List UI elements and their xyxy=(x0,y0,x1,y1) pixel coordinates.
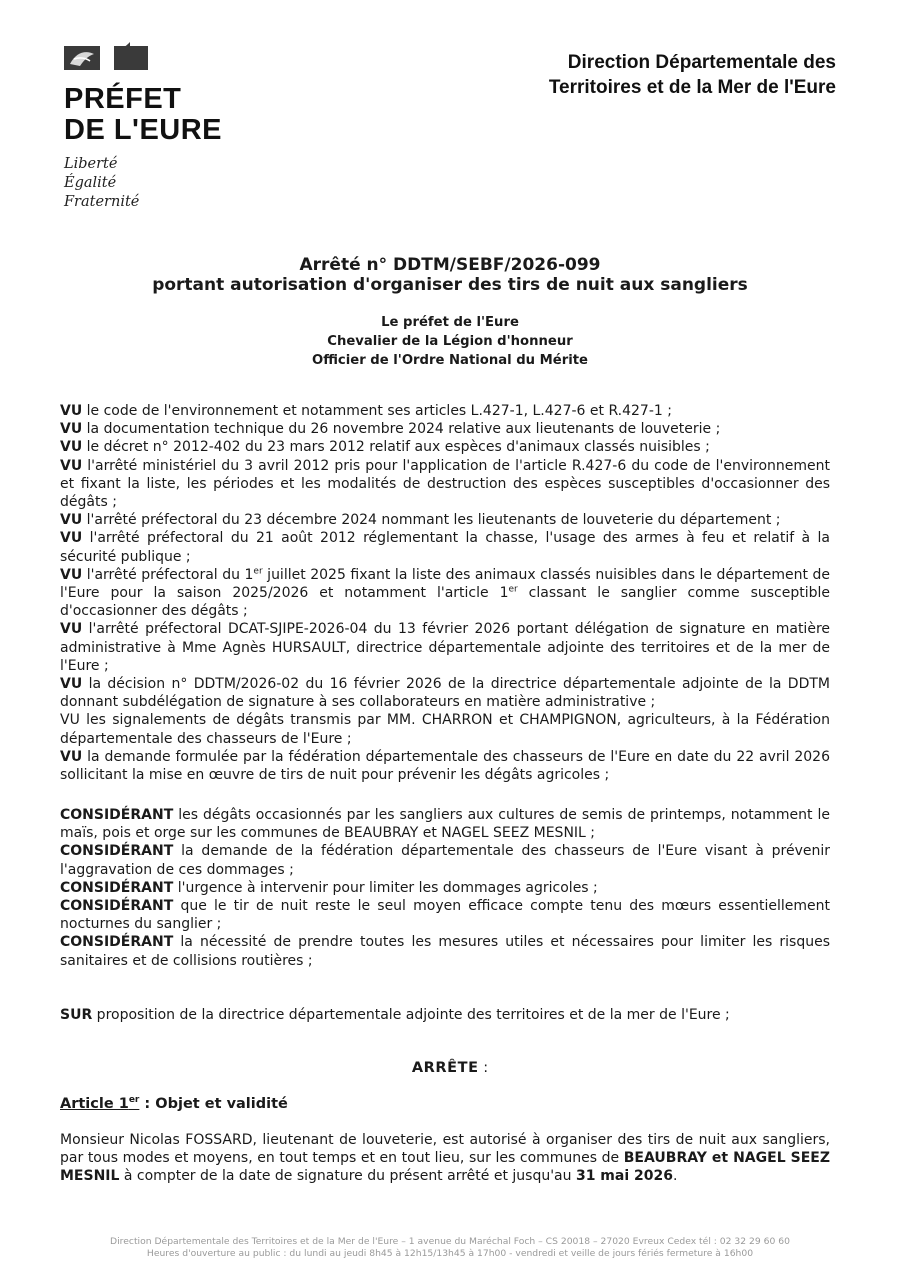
considerant-keyword: CONSIDÉRANT xyxy=(60,934,174,951)
arrete-heading xyxy=(0,1060,900,1076)
vu-paragraph xyxy=(60,420,830,438)
decree-number: Arrêté n° DDTM/SEBF/2026-099 xyxy=(299,255,601,275)
article-number-sup: er xyxy=(128,1095,140,1106)
article-text-3: . xyxy=(672,1168,678,1185)
vu-paragraph xyxy=(60,711,830,747)
vu-paragraph xyxy=(60,529,830,565)
decree-subject: portant autorisation d'organiser des tirs de nuit aux sangliers xyxy=(152,275,748,295)
arrete-keyword: ARRÊTE xyxy=(411,1060,479,1076)
considerant-text: l'urgence à intervenir pour limiter les dommages agricoles ; xyxy=(173,879,598,896)
vu-paragraph xyxy=(60,675,830,711)
vu-section xyxy=(60,402,830,784)
article-separator: : xyxy=(139,1096,156,1112)
vu-sup: er xyxy=(508,584,518,595)
considerant-paragraph xyxy=(60,897,830,933)
vu-keyword: VU xyxy=(60,566,83,583)
considerant-text: la nécessité de prendre toutes les mesures utiles et nécessaires pour limiter les risques sanitaires et de collisions routières ; xyxy=(60,934,830,969)
article-title: Objet et validité xyxy=(155,1096,288,1112)
considerant-text: que le tir de nuit reste le seul moyen efficace compte tenu des mœurs essentiellement nocturnes du sanglier ; xyxy=(60,898,830,933)
vu-text: la demande formulée par la fédération départementale des chasseurs de l'Eure en date du 22 avril 2026 sollicitant la mise en œuvre de tirs de nuit pour prévenir les dégâts agricoles ; xyxy=(60,748,830,784)
considerant-paragraph xyxy=(60,879,830,897)
vu-text: le décret n° 2012-402 du 23 mars 2012 relatif aux espèces d'animaux classés nuisibles ; xyxy=(82,439,710,456)
logo-title xyxy=(64,84,284,146)
vu-text-post: classant le sanglier comme susceptible d'occasionner des dégâts ; xyxy=(60,585,830,620)
vu-paragraph xyxy=(60,438,830,456)
considerant-section xyxy=(60,806,830,970)
considerant-keyword: CONSIDÉRANT xyxy=(60,879,174,896)
vu-text-pre: l'arrêté préfectoral du 1 xyxy=(82,566,254,583)
arrete-suffix: : xyxy=(478,1060,489,1076)
vu-paragraph xyxy=(60,620,830,675)
vu-paragraph xyxy=(60,402,830,420)
footer-address: Direction Départementale des Territoires et de la Mer de l'Eure – 1 avenue du Maréchal Foch – CS 20018 – 27020 Evreux Cedex tél : 02 32 29 60 60 xyxy=(110,1236,790,1247)
vu-text: l'arrêté préfectoral du 23 décembre 2024 nommant les lieutenants de louveterie du département ; xyxy=(82,512,781,529)
article-bold-date: 31 mai 2026 xyxy=(575,1168,673,1185)
decree-title xyxy=(0,255,900,295)
vu-keyword: VU xyxy=(60,439,83,456)
vu-keyword: VU xyxy=(60,530,83,547)
vu-text: la décision n° DDTM/2026-02 du 16 février 2026 de la directrice départementale adjointe de la DDTM donnant subdélégation de signature à ses collaborateurs en matière administrative ; xyxy=(60,676,830,711)
considerant-paragraph xyxy=(60,806,830,842)
prefet-line3: Officier de l'Ordre National du Mérite xyxy=(312,353,588,368)
article-text-1: Monsieur Nicolas FOSSARD, lieutenant de louveterie, est autorisé à organiser des tirs de nuit aux sangliers, par tous modes et moyens, en tout temps et en tout lieu, sur les communes de xyxy=(60,1132,830,1167)
vu-text: l'arrêté ministériel du 3 avril 2012 pris pour l'application de l'article R.427-6 du code de l'environnement et fixant la liste, les périodes et les modalités de destruction des espèces susceptibles d'occasionner des dégâts ; xyxy=(60,457,830,511)
prefet-logo xyxy=(64,42,284,212)
vu-text: la documentation technique du 26 novembre 2024 relative aux lieutenants de louveterie ; xyxy=(82,421,721,438)
footer-hours: Heures d'ouverture au public : du lundi au jeudi 8h45 à 12h15/13h45 à 17h00 - vendredi et veille de jours fériés fermeture à 16h00 xyxy=(146,1248,754,1259)
direction-heading xyxy=(549,50,836,100)
article-number-text: Article 1 xyxy=(60,1096,129,1112)
considerant-paragraph xyxy=(60,933,830,969)
devise-liberte: Liberté xyxy=(64,156,118,172)
vu-paragraph xyxy=(60,457,830,512)
vu-text: l'arrêté préfectoral DCAT-SJIPE-2026-04 du 13 février 2026 portant délégation de signature en matière administrative à Mme Agnès HURSAULT, directrice départementale adjointe des territoires et de la mer de l'Eure ; xyxy=(60,621,830,674)
vu-paragraph xyxy=(60,511,830,529)
devise xyxy=(64,155,284,212)
vu-keyword: VU xyxy=(60,403,83,419)
devise-fraternite: Fraternité xyxy=(64,194,140,210)
article-number xyxy=(60,1096,139,1112)
vu-keyword: VU xyxy=(60,512,83,529)
article-text-2: à compter de la date de signature du présent arrêté et jusqu'au xyxy=(119,1168,576,1185)
considerant-keyword: CONSIDÉRANT xyxy=(60,843,174,860)
devise-egalite: Égalité xyxy=(64,175,117,191)
considerant-keyword: CONSIDÉRANT xyxy=(60,807,174,823)
vu-keyword: VU xyxy=(60,621,83,638)
vu-keyword: VU xyxy=(60,676,83,693)
vu-paragraph xyxy=(60,566,830,621)
marianne-logo-icon xyxy=(64,42,148,72)
vu-paragraph xyxy=(60,748,830,784)
sur-section xyxy=(60,1006,830,1024)
considerant-paragraph xyxy=(60,842,830,878)
vu-keyword: VU xyxy=(60,457,83,474)
prefet-line2: Chevalier de la Légion d'honneur xyxy=(327,334,573,349)
vu-text-mid: juillet 2025 fixant la liste des animaux classés nuisibles dans le département de l'Eure pour la saison 2025/2026 et notamment l'article 1 xyxy=(60,566,830,602)
sur-text: proposition de la directrice départementale adjointe des territoires et de la mer de l'Eure ; xyxy=(92,1007,730,1023)
vu-keyword: VU xyxy=(60,748,83,765)
considerant-keyword: CONSIDÉRANT xyxy=(60,898,174,915)
considerant-text: la demande de la fédération départementale des chasseurs de l'Eure visant à prévenir l'aggravation de ces dommages ; xyxy=(60,843,830,878)
prefet-line1: Le préfet de l'Eure xyxy=(381,315,519,330)
sur-paragraph xyxy=(60,1006,830,1024)
direction-line2: Territoires et de la Mer de l'Eure xyxy=(548,77,836,98)
page-footer xyxy=(0,1236,900,1260)
considerant-text: les dégâts occasionnés par les sangliers aux cultures de semis de printemps, notamment le maïs, pois et orge sur les communes de BEAUBRAY et NAGEL SEEZ MESNIL ; xyxy=(60,807,830,842)
vu-keyword: VU xyxy=(60,421,83,438)
prefet-titles xyxy=(0,313,900,370)
article-1-heading xyxy=(60,1096,288,1112)
logo-title-line1: PRÉFET xyxy=(64,83,182,115)
vu-text: le code de l'environnement et notamment ses articles L.427-1, L.427-6 et R.427-1 ; xyxy=(82,403,672,419)
article-bold-communes: BEAUBRAY et NAGEL SEEZ MESNIL xyxy=(60,1150,830,1185)
article-1-paragraph xyxy=(60,1131,830,1186)
vu-sup: er xyxy=(253,566,263,577)
sur-keyword: SUR xyxy=(60,1007,93,1023)
article-1-body xyxy=(60,1131,830,1186)
vu-text: VU les signalements de dégâts transmis par MM. CHARRON et CHAMPIGNON, agriculteurs, à la Fédération départementale des chasseurs de l'Eure ; xyxy=(60,712,830,747)
logo-title-line2: DE L'EURE xyxy=(64,114,223,146)
vu-text: l'arrêté préfectoral du 21 août 2012 réglementant la chasse, l'usage des armes à feu et relatif à la sécurité publique ; xyxy=(60,530,830,565)
direction-line1: Direction Départementale des xyxy=(567,52,836,73)
